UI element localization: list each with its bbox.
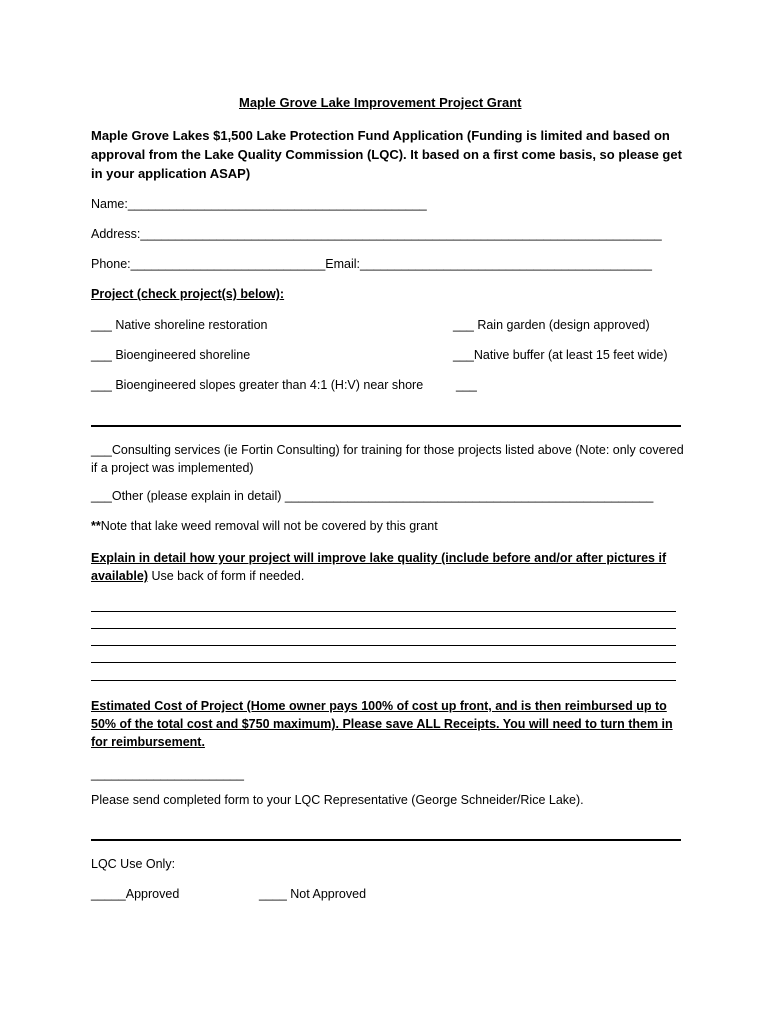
option-other[interactable]: ___Other (please explain in detail) _____________________________________________________ (91, 489, 654, 503)
explain-line[interactable] (91, 628, 676, 629)
weed-note-text: Note that lake weed removal will not be covered by this grant (100, 519, 438, 533)
option-bioengineered-shoreline[interactable]: ___ Bioengineered shoreline (91, 348, 251, 362)
section-divider (91, 839, 681, 841)
explain-normal: Use back of form if needed. (147, 569, 305, 583)
send-instruction: Please send completed form to your LQC Representative (George Schneider/Rice Lake). (91, 793, 584, 807)
not-approved-option[interactable]: ____ Not Approved (259, 887, 367, 901)
weed-note (91, 518, 438, 535)
option-native-shoreline[interactable]: ___ Native shoreline restoration (91, 318, 268, 332)
name-field[interactable]: Name:___________________________________________ (91, 197, 427, 211)
section-divider (91, 425, 681, 427)
explain-instruction (91, 549, 691, 585)
explain-line[interactable] (91, 611, 676, 612)
option-consulting[interactable]: ___Consulting services (ie Fortin Consulting) for training for those projects listed above (Note: only covered if a project was implemented) (91, 443, 684, 475)
phone-email-field[interactable]: Phone:____________________________Email:__________________________________________ (91, 257, 652, 271)
address-field[interactable]: Address:___________________________________________________________________________ (91, 227, 662, 241)
form-title: Maple Grove Lake Improvement Project Grant (239, 95, 522, 110)
lqc-heading: LQC Use Only: (91, 857, 176, 871)
option-blank[interactable]: ___ (456, 378, 477, 392)
estimated-cost-heading: Estimated Cost of Project (Home owner pays 100% of cost up front, and is then reimbursed up to 50% of the total cost and $750 maximum). Please save ALL Receipts. You will need to turn them in for reimbursement. (91, 699, 673, 749)
weed-note-marker: ** (91, 519, 101, 533)
option-native-buffer[interactable]: ___Native buffer (at least 15 feet wide) (453, 348, 668, 362)
explain-line[interactable] (91, 662, 676, 663)
explain-bold: Explain in detail how your project will improve lake quality (include before and/or after pictures if available) (91, 551, 667, 583)
option-bioengineered-slopes[interactable]: ___ Bioengineered slopes greater than 4:1 (H:V) near shore (91, 378, 424, 392)
cost-blank-field[interactable]: ______________________ (91, 767, 244, 781)
approved-option[interactable]: _____Approved (91, 887, 180, 901)
explain-line[interactable] (91, 645, 676, 646)
explain-line[interactable] (91, 680, 676, 681)
option-rain-garden[interactable]: ___ Rain garden (design approved) (453, 318, 650, 332)
project-heading: Project (check project(s) below): (91, 287, 285, 301)
intro-paragraph: Maple Grove Lakes $1,500 Lake Protection Fund Application (Funding is limited and based on approval from the Lake Quality Commission (LQC). It based on a first come basis, so please get in your application ASAP) (91, 128, 682, 181)
